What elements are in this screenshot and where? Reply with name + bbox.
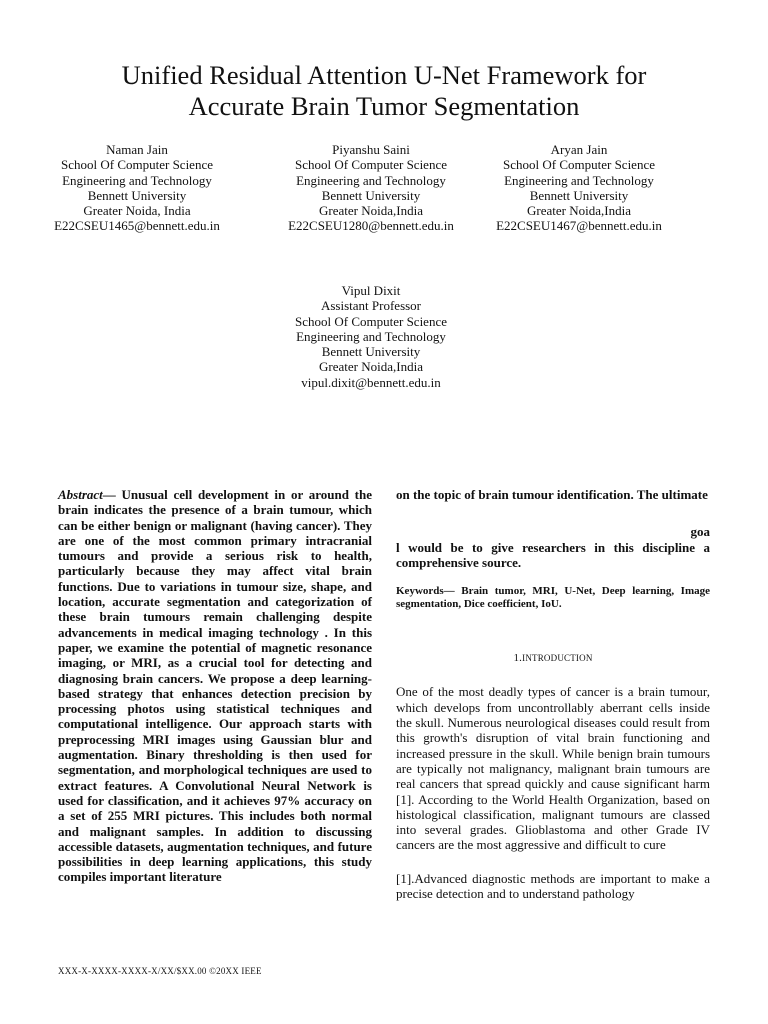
author-name: Piyanshu Saini <box>332 142 410 157</box>
title-line-2: Accurate Brain Tumor Segmentation <box>188 91 580 121</box>
abstract-final-line: l would be to give researchers in this discipline a comprehensive source. <box>396 539 710 570</box>
section-number: 1. <box>513 652 523 665</box>
abstract-continuation: on the topic of brain tumour identification. The ultimate <box>396 487 708 502</box>
author-dept: Engineering and Technology <box>504 172 654 188</box>
author-block <box>270 283 472 390</box>
author-name: Vipul Dixit <box>341 283 401 298</box>
author-name: Aryan Jain <box>550 142 608 157</box>
author-university: Bennett University <box>87 187 187 203</box>
author-university: Bennett University <box>321 187 421 203</box>
section-title: INTRODUCTION <box>522 653 593 664</box>
copyright-footer: XXX-X-XXXX-XXXX-X/XX/$XX.00 ©20XX IEEE <box>58 966 262 976</box>
keywords-label: Keywords— <box>396 585 455 598</box>
author-dept: School Of Computer Science <box>503 157 655 173</box>
abstract-dash: — <box>102 487 116 502</box>
author-email: vipul.dixit@bennett.edu.in <box>301 374 441 390</box>
author-location: Greater Noida,India <box>319 203 423 219</box>
author-dept: School Of Computer Science <box>295 313 447 329</box>
paper-title <box>40 60 728 122</box>
author-role: Assistant Professor <box>320 298 422 314</box>
left-column <box>58 487 372 885</box>
author-block <box>36 142 238 234</box>
author-location: Greater Noida, India <box>83 203 191 219</box>
keywords <box>396 585 710 611</box>
title-line-1: Unified Residual Attention U-Net Framework for <box>121 60 647 90</box>
author-block <box>270 142 472 234</box>
author-dept: School Of Computer Science <box>61 157 213 173</box>
abstract-text: Unusual cell development in or around the brain indicates the presence of a brain tumour, which can be either benign or malignant (having cancer). They are one of the most common primary intracranial tumours and provide a serious risk to health, particularly because they may affect vital brain functions. Due to variations in tumour size, shape, and location, accurate segmentation and categorization of these brain tumours remain challenging despite advancements in medical imaging technology . In this paper, we examine the potential of magnetic resonance imaging, or MRI, as a crucial tool for detecting and diagnosing brain cancers. We propose a deep learning-based strategy that enhances detection precision by processing photos using statistical techniques and computational intelligence. Our approach starts with preprocessing MRI images using Gaussian blur and augmentation. Binary thresholding is then used for segmentation, and morphological techniques are used to extract features. A Convolutional Neural Network is used for classification, and it achieves 97% accuracy on a set of 255 MRI pictures. This includes both normal and malignant samples. In addition to discussing accessible datasets, augmentation techniques, and future possibilities in deep learning applications, this study compiles important literature <box>58 487 373 885</box>
right-column <box>396 487 710 901</box>
abstract-fragment: goa <box>690 524 710 540</box>
introduction-paragraph: [1].Advanced diagnostic methods are important to make a precise detection and to understand pathology <box>396 870 710 902</box>
keywords-text: Brain tumor, MRI, U-Net, Deep learning, Image segmentation, Dice coefficient, IoU. <box>396 585 710 611</box>
author-name: Naman Jain <box>106 142 168 157</box>
author-block <box>478 142 680 234</box>
author-location: Greater Noida,India <box>319 359 423 375</box>
abstract-label: Abstract <box>58 487 103 502</box>
author-university: Bennett University <box>529 187 629 203</box>
author-dept: Engineering and Technology <box>296 328 446 344</box>
author-email: E22CSEU1467@bennett.edu.in <box>496 218 662 234</box>
introduction-paragraph: One of the most deadly types of cancer is a brain tumour, which develops from uncontrollably aberrant cells inside the skull. Numerous neurological diseases could result from this growth's disruption of vital brain functioning and increased pressure in the skull. While benign brain tumours are typically not malignancy, malignant brain tumours are real cancers that spread quickly and cause significant harm [1]. According to the World Health Organization, based on histological classification, malignant tumours are classed into several grades. Glioblastoma and other Grade IV cancers are the most aggressive and difficult to cure <box>396 684 710 853</box>
section-heading-introduction <box>396 651 710 666</box>
author-location: Greater Noida,India <box>527 203 631 219</box>
abstract <box>58 487 372 885</box>
author-dept: Engineering and Technology <box>296 172 446 188</box>
author-dept: School Of Computer Science <box>295 157 447 173</box>
author-university: Bennett University <box>321 344 421 360</box>
author-dept: Engineering and Technology <box>62 172 212 188</box>
author-email: E22CSEU1465@bennett.edu.in <box>54 218 220 234</box>
author-email: E22CSEU1280@bennett.edu.in <box>288 218 454 234</box>
